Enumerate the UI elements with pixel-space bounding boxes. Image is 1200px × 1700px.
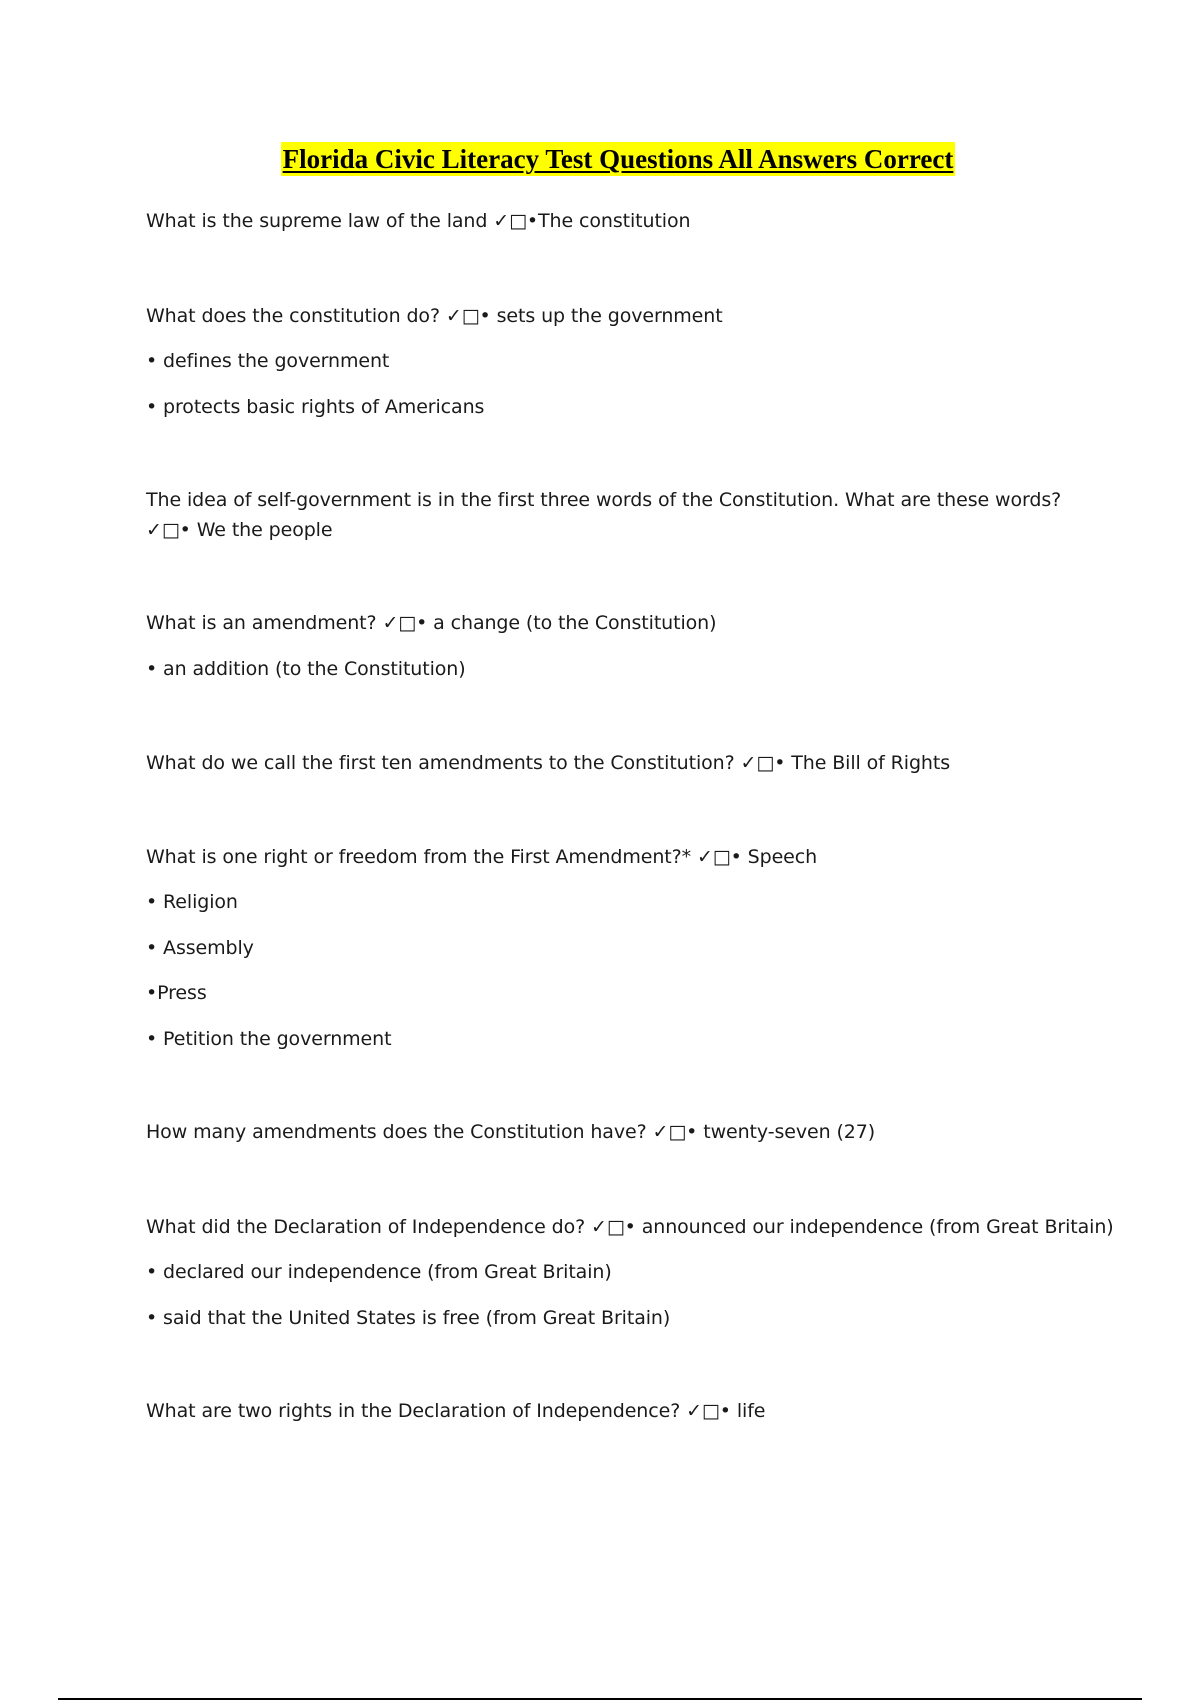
question-first-amendment: What is one right or freedom from the First Amendment?* ✓□• Speech bbox=[146, 846, 818, 868]
answer-religion: • Religion bbox=[146, 891, 238, 913]
question-declaration-do: What did the Declaration of Independence do? ✓□• announced our independence (from Great Britain) bbox=[146, 1216, 1114, 1238]
answer-assembly: • Assembly bbox=[146, 937, 254, 959]
question-amendment: What is an amendment? ✓□• a change (to the Constitution) bbox=[146, 612, 717, 634]
answer-petition: • Petition the government bbox=[146, 1028, 392, 1050]
document-title: Florida Civic Literacy Test Questions All Answers Correct bbox=[282, 144, 954, 174]
question-supreme-law: What is the supreme law of the land ✓□•The constitution bbox=[146, 210, 691, 232]
answer-protects-rights: • protects basic rights of Americans bbox=[146, 396, 485, 418]
question-number-amendments: How many amendments does the Constitution have? ✓□• twenty-seven (27) bbox=[146, 1121, 876, 1143]
answer-addition: • an addition (to the Constitution) bbox=[146, 658, 466, 680]
answer-press: •Press bbox=[146, 982, 207, 1004]
answer-defines-government: • defines the government bbox=[146, 350, 390, 372]
title-container bbox=[0, 142, 1200, 176]
question-self-government: The idea of self-government is in the first three words of the Constitution. What are these words? ✓□• We the people bbox=[146, 489, 1062, 541]
question-first-ten-amendments: What do we call the first ten amendments to the Constitution? ✓□• The Bill of Rights bbox=[146, 752, 951, 774]
answer-declared-independence: • declared our independence (from Great Britain) bbox=[146, 1261, 612, 1283]
question-two-rights: What are two rights in the Declaration of Independence? ✓□• life bbox=[146, 1400, 766, 1422]
question-constitution-do: What does the constitution do? ✓□• sets up the government bbox=[146, 305, 723, 327]
answer-states-free: • said that the United States is free (from Great Britain) bbox=[146, 1307, 671, 1329]
